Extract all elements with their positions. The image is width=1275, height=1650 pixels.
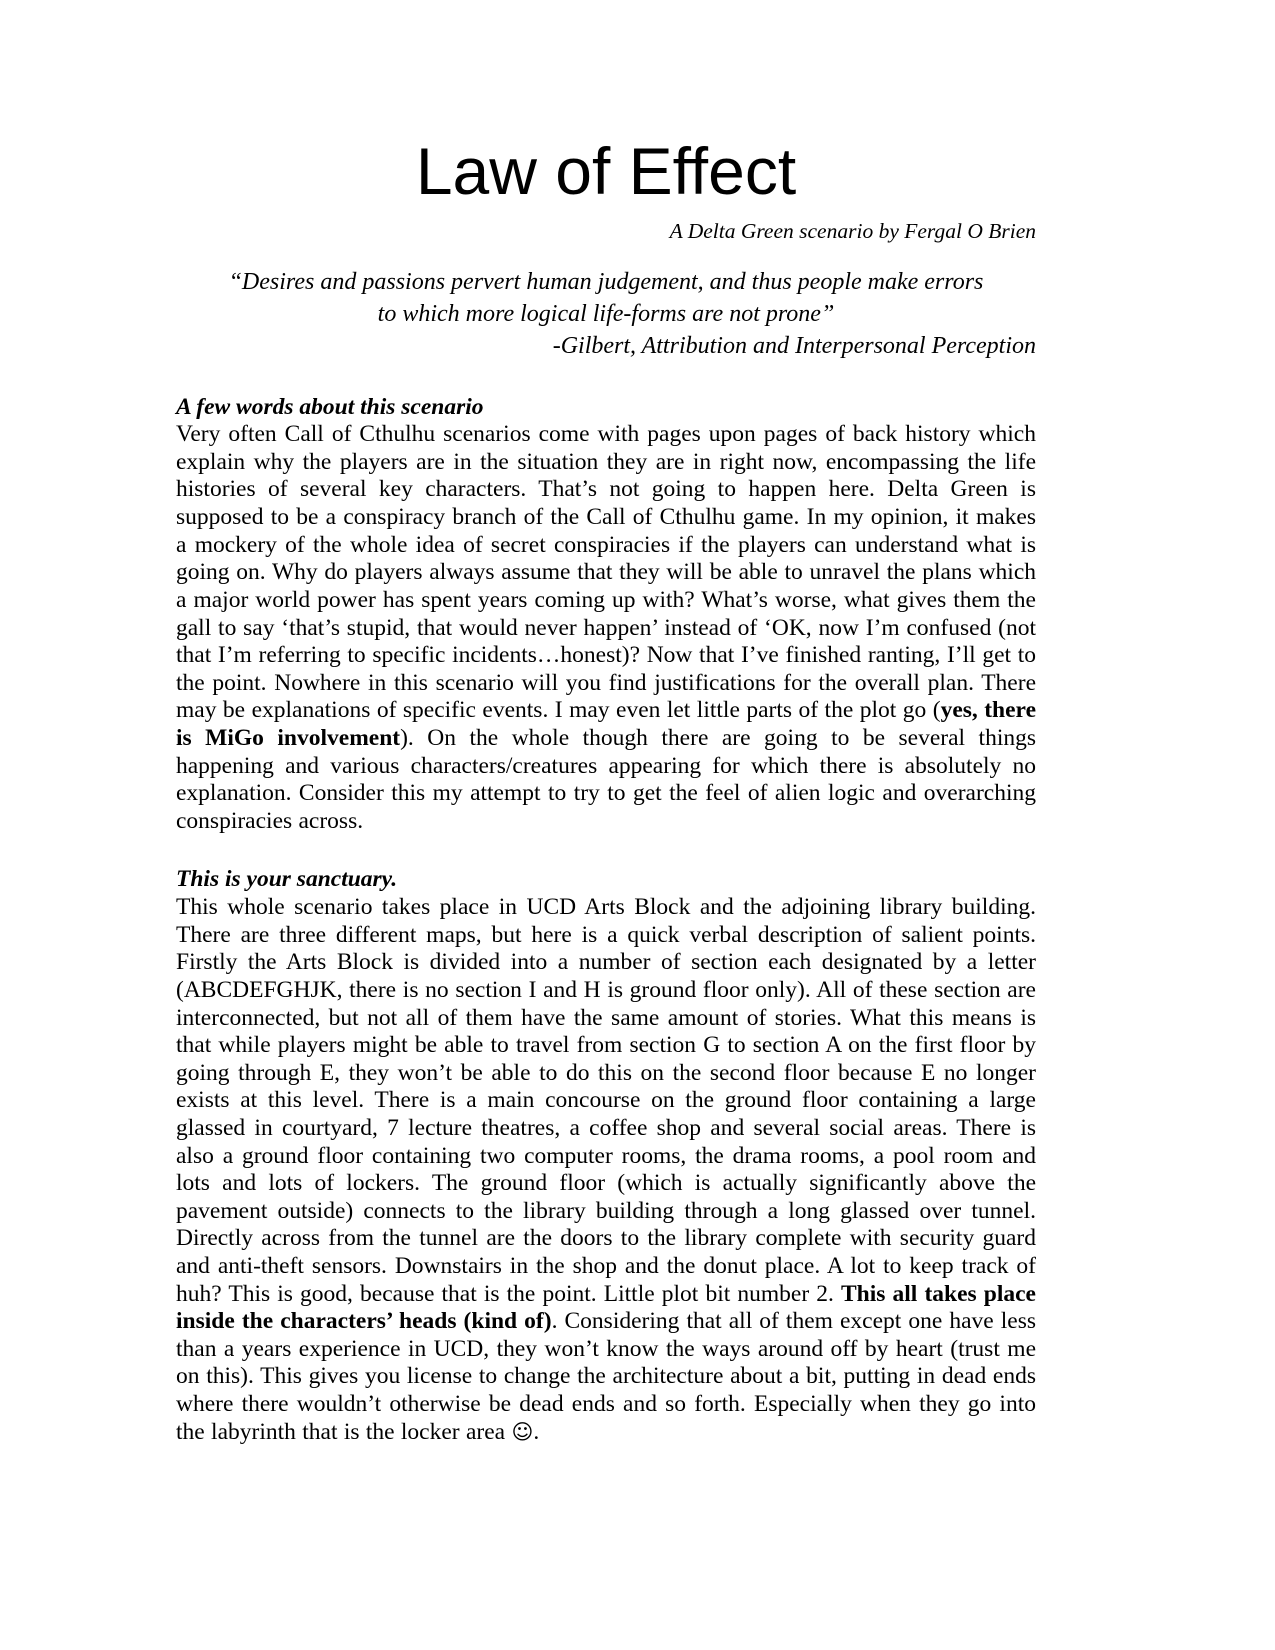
body-text-run-1: This whole scenario takes place in UCD Arts Block and the adjoining library building. There are three different maps, but here is a quick verbal description of salient points. Firstly the Arts Block is divided into a number of section each designated by a letter (ABCDEFGHJK, there is no section I and H is ground floor only). All of these section are interconnected, but not all of them have the same amount of stories. What this means is that while players might be able to travel from section G to section A on the first floor by going through E, they won’t be able to do this on the second floor because E no longer exists at this level. There is a main concourse on the ground floor containing a large glassed in courtyard, 7 lecture theatres, a coffee shop and several social areas. There is also a ground floor containing two computer rooms, the drama rooms, a pool room and lots and lots of lockers. The ground floor (which is actually significantly above the pavement outside) connects to the library building through a long glassed over tunnel. Directly across from the tunnel are the doors to the library complete with security guard and anti-theft sensors. Downstairs in the shop and the donut place. A lot to keep track of huh? This is good, because that is the point. Little plot bit number 2.	[176, 894, 1036, 1307]
body-text-run-1: Very often Call of Cthulhu scenarios come with pages upon pages of back history which explain why the players are in the situation they are in right now, encompassing the life histories of several key characters. That’s not going to happen here. Delta Green is supposed to be a conspiracy branch of the Call of Cthulhu game. In my opinion, it makes a mockery of the whole idea of secret conspiracies if the players can understand what is going on. Why do players always assume that they will be able to unravel the plans which a major world power has spent years coming up with? What’s worse, what gives them the gall to say ‘that’s stupid, that would never happen’ instead of ‘OK, now I’m confused (not that I’m referring to specific incidents…honest)? Now that I’ve finished ranting, I’ll get to the point. Nowhere in this scenario will you find justifications for the overall plan. There may be explanations of specific events. I may even let little parts of the plot go (	[176, 421, 1036, 724]
body-text-run-2: ). On the whole though there are going to be several things happening and various characters/creatures appearing for which there is absolutely no explanation. Consider this my attempt to try to get the feel of alien logic and overarching conspiracies across.	[176, 724, 1036, 834]
page-title: Law of Effect	[415, 134, 797, 208]
section-body	[176, 894, 1036, 1446]
body-text-run-2: . Considering that all of them except one have less than a years experience in UCD, they won’t know the ways around off by heart (trust me on this). This gives you license to change the architecture about a bit, putting in dead ends where there wouldn’t otherwise be dead ends and so forth. Especially when they go into the labyrinth that is the locker area	[176, 1308, 1036, 1445]
section-body	[176, 421, 1036, 835]
section-heading: A few words about this scenario	[176, 393, 484, 420]
byline: A Delta Green scenario by Fergal O Brien	[669, 219, 1036, 243]
section-a-few-words	[176, 363, 1036, 836]
smiley-face-icon: ☺	[511, 1419, 534, 1444]
epigraph-attribution: -Gilbert, Attribution and Interpersonal Perception	[552, 332, 1036, 359]
section-heading: This is your sanctuary.	[176, 866, 398, 893]
epigraph-line-1: “Desires and passions pervert human judgement, and thus people make errors	[228, 268, 984, 295]
epigraph-line-2: to which more logical life-forms are not prone”	[377, 300, 835, 327]
epigraph-block	[176, 245, 1036, 363]
section-this-is-your-sanctuary	[176, 835, 1036, 1446]
body-text-emphasis: yes, there is MiGo involvement	[176, 697, 1036, 751]
body-text-emphasis: This all takes place inside the characters’ heads (kind of)	[176, 1280, 1036, 1335]
page-content	[176, 0, 1036, 1446]
body-text-run-3: .	[533, 1418, 540, 1445]
